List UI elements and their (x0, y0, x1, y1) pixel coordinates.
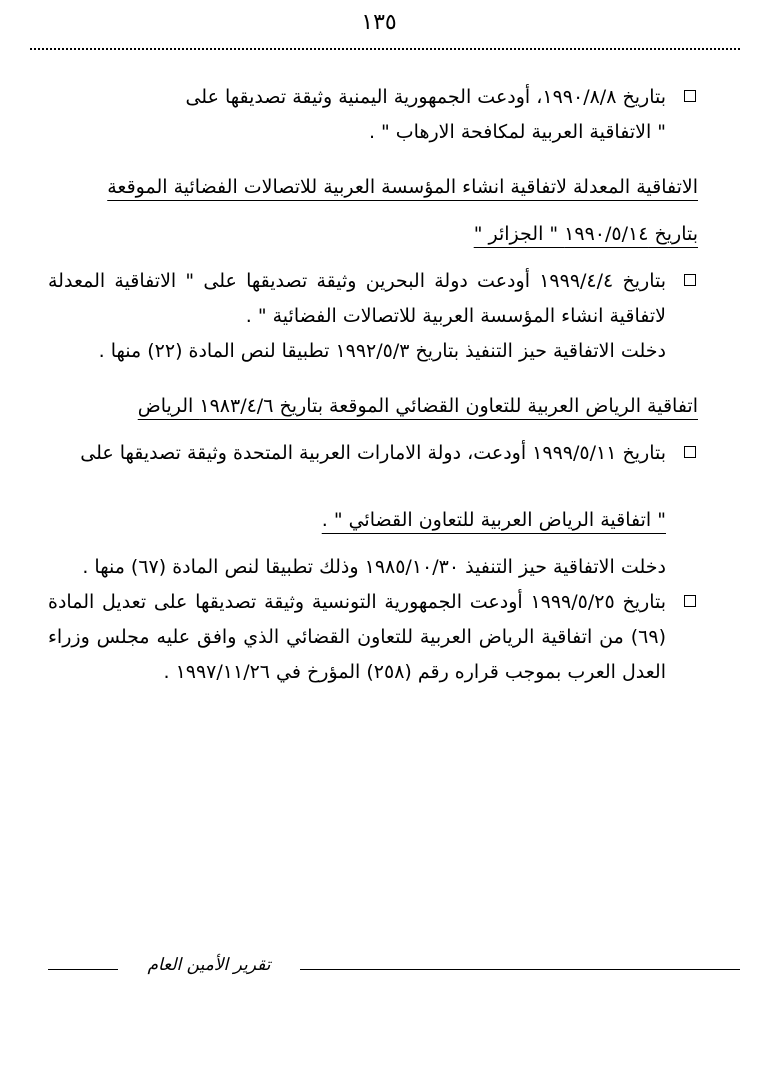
paragraph-text: بتاريخ ١٩٩٩/٥/٢٥ أودعت الجمهورية التونسية وثيقة تصديقها على تعديل المادة (٦٩) من اتفاقية الرياض العربية للتعاون القضائي الذي وافق عليه مجلس وزراء العدل العرب بموجب قراره رقم (٢٥٨) المؤرخ في ١٩٩٧/١١/٢٦ . (48, 591, 667, 683)
footer-title: تقرير الأمين العام (147, 955, 271, 975)
header-divider (30, 48, 740, 50)
section-heading: اتفاقية الرياض العربية للتعاون القضائي الموقعة بتاريخ ١٩٨٣/٤/٦ الرياض (137, 395, 698, 417)
checkbox-bullet-icon (684, 595, 696, 607)
footer (30, 953, 740, 983)
footer-divider-left (48, 969, 118, 970)
paragraph-text: بتاريخ ١٩٩٠/٨/٨، أودعت الجمهورية اليمنية وثيقة تصديقها على (185, 86, 666, 108)
section-heading: بتاريخ ١٩٩٠/٥/١٤ " الجزائر " (473, 223, 698, 245)
checkbox-bullet-icon (684, 90, 696, 102)
page-number: ١٣٥ (361, 10, 397, 35)
list-item (48, 436, 698, 471)
list-item (48, 264, 698, 334)
list-item (48, 585, 698, 690)
paragraph-text: " اتفاقية الرياض العربية للتعاون القضائي " . (321, 509, 666, 531)
footer-divider-right (300, 969, 740, 970)
paragraph-text: " الاتفاقية العربية لمكافحة الارهاب " . (368, 121, 666, 143)
checkbox-bullet-icon (684, 446, 696, 458)
checkbox-bullet-icon (684, 274, 696, 286)
section-heading: الاتفاقية المعدلة لاتفاقية انشاء المؤسسة العربية للاتصالات الفضائية الموقعة (107, 176, 698, 198)
document-body (48, 80, 698, 690)
paragraph-text: بتاريخ ١٩٩٩/٤/٤ أودعت دولة البحرين وثيقة تصديقها على " الاتفاقية المعدلة لاتفاقية انشاء المؤسسة العربية للاتصالات الفضائية " . (48, 270, 667, 327)
paragraph-text: بتاريخ ١٩٩٩/٥/١١ أودعت، دولة الامارات العربية المتحدة وثيقة تصديقها على (80, 442, 666, 464)
paragraph-text: دخلت الاتفاقية حيز التنفيذ بتاريخ ١٩٩٢/٥/٣ تطبيقا لنص المادة (٢٢) منها . (98, 340, 666, 362)
list-item (48, 80, 698, 115)
paragraph-text: دخلت الاتفاقية حيز التنفيذ ١٩٨٥/١٠/٣٠ وذلك تطبيقا لنص المادة (٦٧) منها . (82, 556, 666, 578)
